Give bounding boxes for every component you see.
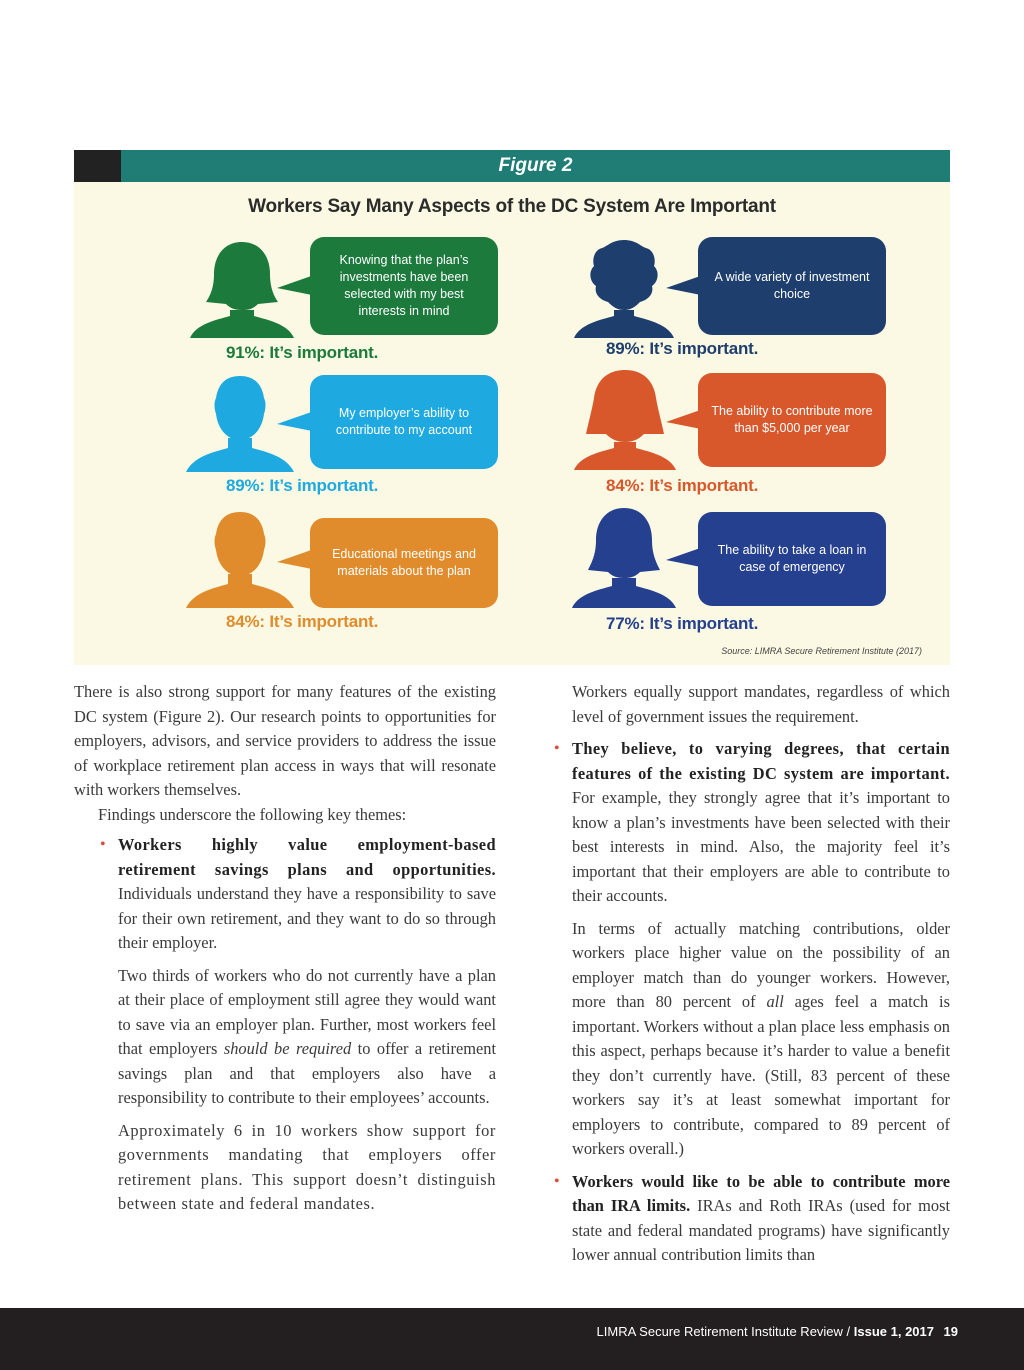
- bullet-paragraph: [100, 833, 496, 956]
- paragraph-text: ages feel a match is important. Workers without a plan place less emphasis on this aspect, perhaps because it’s harder to value a benefit they don’t currently have. (Still, 83 percent of these workers say it’s at least somewhat important for employers to contribute, compared to 89 percent of workers overall.): [572, 992, 950, 1158]
- figure-header-accent: [74, 150, 121, 182]
- body-paragraph: [118, 964, 496, 1111]
- importance-percentage: 77%: It’s important.: [606, 614, 759, 633]
- bullet-paragraph: [554, 1170, 950, 1268]
- curly-haired-woman-silhouette-icon: [572, 238, 676, 338]
- intro-paragraph: There is also strong support for many features of the existing DC system (Figure 2). Our research points to opportunities for employers, advisors, and service providers to address the issue of workplace retirement plan access in ways that will resonate with workers themselves.: [74, 682, 496, 799]
- bullet-heading: They believe, to varying degrees, that certain features of the existing DC system are important.: [572, 739, 950, 783]
- speech-bubble: A wide variety of investment choice: [698, 237, 886, 335]
- publication-name: LIMRA Secure Retirement Institute Review /: [596, 1324, 854, 1339]
- left-column: [74, 680, 496, 1217]
- findings-paragraph: Findings underscore the following key themes:: [98, 804, 407, 824]
- paragraph-text: to offer a retirement savings plan and that employers also have a responsibility to contribute to their employees’ accounts.: [118, 1039, 497, 1107]
- speech-bubble: Knowing that the plan’s investments have been selected with my best interests in mind: [310, 237, 498, 335]
- paragraph-text: Two thirds of workers who do not currently have a plan at their place of employment still agree they would want to save via an employer plan. Further, most workers feel that employers: [118, 965, 496, 1058]
- speech-bubble: The ability to take a loan in case of emergency: [698, 512, 886, 606]
- bullet-text: IRAs and Roth IRAs (used for most state and federal mandated programs) have significantly lower annual contribution limits than: [572, 1196, 950, 1264]
- figure-title: Workers Say Many Aspects of the DC System Are Important: [248, 196, 776, 217]
- speech-bubble: My employer’s ability to contribute to my account: [310, 375, 498, 469]
- footer-publication: [597, 1324, 934, 1339]
- page-number: 19: [943, 1324, 958, 1339]
- body-paragraph: Workers equally support mandates, regardless of which level of government issues the requirement.: [572, 682, 950, 726]
- woman-bob-silhouette-icon: [572, 368, 678, 470]
- page-footer: [0, 1308, 1024, 1370]
- emphasis-text: should be required: [223, 1039, 352, 1058]
- issue-label: Issue 1, 2017: [853, 1324, 934, 1339]
- body-paragraph: Approximately 6 in 10 workers show support for governments mandating that employers offer retirement plans. This support doesn’t distinguish between state and federal mandates.: [118, 1120, 496, 1213]
- emphasis-text: all: [766, 992, 784, 1011]
- speech-bubble: Educational meetings and materials about the plan: [310, 518, 498, 608]
- paragraph-text: In terms of actually matching contributions, older workers place higher value on the possibility of an employer match than do younger workers. However, more than 80 percent of: [572, 918, 950, 1011]
- body-paragraph: [572, 917, 950, 1162]
- bullet-text: Individuals understand they have a responsibility to save for their own retirement, and they want to do so through their employer.: [118, 884, 496, 952]
- woman-silhouette-icon: [570, 506, 678, 608]
- figure-header-bar: [74, 150, 950, 182]
- importance-percentage: 84%: It’s important.: [606, 476, 759, 495]
- figure-2: [74, 150, 950, 665]
- importance-percentage: 84%: It’s important.: [226, 612, 379, 631]
- bullet-text: For example, they strongly agree that it’s important to know a plan’s investments have been selected with their best interests in mind. Also, the majority feel it’s important that their employers are able to contribute to their accounts.: [572, 788, 950, 905]
- importance-percentage: 89%: It’s important.: [606, 339, 759, 358]
- bullet-icon: •: [554, 1172, 560, 1190]
- bullet-heading: Workers would like to be able to contribute more than IRA limits.: [572, 1171, 950, 1215]
- bullet-paragraph: [554, 737, 950, 909]
- bullet-heading: Workers highly value employment-based retirement savings plans and opportunities.: [118, 835, 496, 879]
- bullet-icon: •: [100, 836, 106, 853]
- right-column: [554, 680, 950, 1268]
- bullet-icon: •: [554, 740, 560, 757]
- importance-percentage: 89%: It’s important.: [226, 476, 379, 495]
- figure-label: Figure 2: [498, 155, 573, 176]
- bullet-block: [74, 833, 496, 1217]
- speech-bubble: The ability to contribute more than $5,000 per year: [698, 373, 886, 467]
- figure-source: Source: LIMRA Secure Retirement Institute (2017): [721, 646, 922, 656]
- importance-percentage: 91%: It’s important.: [226, 343, 379, 362]
